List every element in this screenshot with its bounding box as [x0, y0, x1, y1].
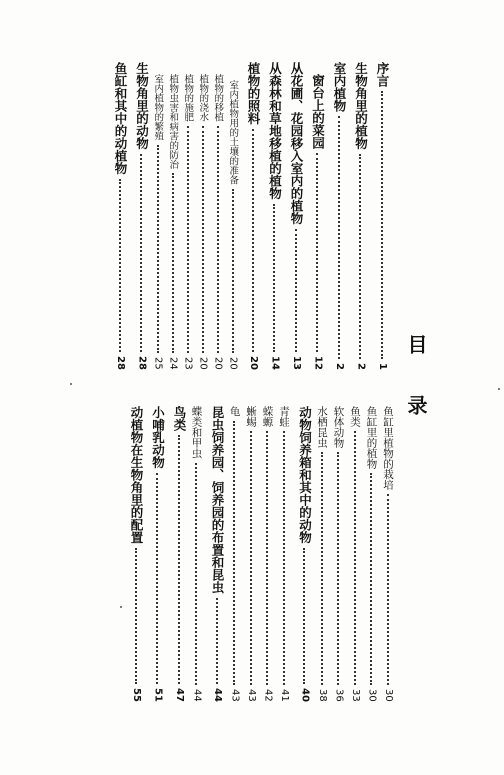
toc-entry-label: 青蛙	[278, 406, 290, 427]
toc-entry-label: 龟	[228, 406, 241, 417]
toc-entry-label: 蜥蜴	[245, 406, 257, 427]
dot-leader	[233, 421, 235, 686]
toc-entry-page: 38	[316, 689, 328, 702]
toc-entry-page: 40	[299, 688, 311, 702]
dot-leader	[370, 473, 372, 685]
dot-leader	[187, 126, 189, 354]
dot-leader	[303, 548, 305, 685]
toc-entry	[268, 62, 281, 370]
toc-entry	[311, 62, 324, 370]
toc-entry-page: 44	[211, 688, 223, 702]
toc-entry	[383, 406, 394, 702]
dot-leader	[140, 154, 142, 353]
dot-leader	[157, 145, 159, 354]
toc-entry-page: 30	[366, 689, 378, 702]
toc-entry-page: 42	[262, 689, 274, 702]
toc-entry	[350, 406, 361, 702]
toc-entry-page: 14	[269, 356, 281, 370]
toc-entry	[366, 406, 377, 702]
toc-entry	[354, 62, 367, 370]
toc-entry-label: 室内植物用的土壤的准备	[227, 80, 239, 185]
dot-leader	[217, 126, 219, 354]
toc-entry-label: 小哺乳动物	[150, 406, 166, 469]
toc-entry-label: 序言	[375, 62, 390, 87]
toc-entry-label: 植物的移植	[212, 74, 224, 122]
toc-entry-label: 植物的施肥	[182, 74, 194, 122]
dot-leader	[295, 229, 297, 353]
toc-entry	[333, 62, 346, 370]
toc-entry-page: 13	[290, 356, 302, 370]
toc-entry-label: 室内植物的繁殖	[152, 74, 164, 141]
toc-entry	[298, 406, 311, 702]
toc-entry	[153, 62, 163, 370]
scan-speck	[70, 383, 72, 385]
dot-leader	[156, 473, 158, 685]
toc-entry-page: 20	[197, 357, 209, 370]
toc-entry	[114, 62, 127, 370]
toc-left-column	[75, 406, 393, 702]
toc-entry	[333, 406, 344, 702]
dot-leader	[381, 91, 383, 359]
toc-entry-page: 44	[191, 689, 203, 702]
dot-leader	[337, 452, 339, 685]
toc-entry-page: 12	[312, 356, 324, 370]
dot-leader	[321, 452, 323, 685]
dot-leader	[354, 431, 356, 685]
toc-entry-page: 1	[376, 363, 388, 370]
toc-entry	[262, 406, 273, 702]
toc-entry-page: 24	[167, 357, 179, 370]
toc-entry-label: 从森林和草地移植的植物	[267, 62, 283, 200]
dot-leader	[252, 129, 254, 353]
toc-entry-label: 植物的照料	[246, 62, 261, 125]
toc-entry-page: 20	[247, 356, 259, 370]
toc-entry-label: 蝾螈	[261, 406, 274, 427]
toc-entry	[211, 406, 224, 702]
toc-entry-label: 动植物在生物角里的配置	[129, 406, 144, 544]
dot-leader	[316, 153, 318, 352]
toc-entry-page: 25	[152, 357, 164, 370]
toc-entry-label: 鱼缸里的植物	[365, 406, 378, 469]
toc-entry-label: 植物的浇水	[197, 74, 209, 122]
dot-leader	[195, 463, 197, 686]
toc-entry-page: 2	[355, 363, 367, 370]
toc-entry	[246, 406, 257, 702]
toc-entry	[317, 406, 328, 702]
dot-leader	[250, 431, 252, 685]
toc-entry	[191, 406, 202, 702]
dot-leader	[387, 494, 389, 685]
toc-entry-label: 生物角里的动物	[134, 62, 150, 150]
dot-leader	[232, 189, 234, 354]
toc-entry-label: 室内植物	[332, 62, 347, 112]
toc-entry-label: 生物角里的植物	[353, 62, 369, 150]
toc-entry	[151, 406, 164, 702]
dot-leader	[283, 431, 285, 685]
toc-entry-label: 窗台上的菜园	[310, 74, 326, 149]
toc-entry-page: 30	[382, 689, 394, 702]
toc-entry-page: 36	[333, 689, 345, 702]
dot-leader	[266, 431, 268, 685]
toc-entry-page: 28	[114, 356, 126, 370]
toc-entry-label: 动物饲养箱和其中的动物	[297, 406, 313, 544]
toc-heading-first-char: 目	[404, 334, 428, 360]
dot-leader	[216, 598, 218, 685]
toc-entry	[183, 62, 193, 370]
toc-entry-label: 昆虫饲养园、饲养园的布置和昆虫	[210, 406, 225, 594]
toc-heading-second-char: 录	[404, 395, 428, 421]
toc-entry	[173, 406, 186, 702]
dot-leader	[172, 173, 174, 353]
dot-leader	[119, 179, 121, 353]
toc-entry-label: 水栖昆虫	[316, 406, 328, 448]
toc-entry	[290, 62, 303, 370]
toc-entry	[228, 62, 238, 370]
toc-entry-page: 43	[229, 689, 241, 702]
toc-entry-label: 鱼缸里植物的栽培	[382, 406, 394, 490]
dot-leader	[202, 126, 204, 354]
toc-entry-page: 33	[349, 689, 361, 702]
toc-entry	[130, 406, 143, 702]
dot-leader	[273, 204, 275, 353]
toc-entry-label: 鱼缸和其中的动植物	[113, 62, 128, 175]
dot-leader	[359, 154, 361, 360]
toc-entry-page: 41	[278, 689, 290, 702]
scan-speck	[120, 606, 122, 608]
toc-entry	[135, 62, 148, 370]
toc-entry-page: 2	[333, 363, 345, 370]
toc-entry-label: 鸟类	[172, 406, 187, 431]
toc-right-column	[70, 62, 388, 370]
toc-entry	[198, 62, 208, 370]
toc-entry	[213, 62, 223, 370]
toc-entry-page: 23	[182, 357, 194, 370]
toc-entry-page: 20	[212, 357, 224, 370]
toc-entry	[376, 62, 389, 370]
toc-entry	[229, 406, 240, 702]
dot-leader	[135, 548, 137, 685]
dot-leader	[178, 435, 180, 684]
toc-entry-label: 软体动物	[332, 406, 345, 448]
toc-entry-page: 43	[245, 689, 257, 702]
toc-entry-label: 从花圃、花园移入室内的植物	[289, 62, 304, 225]
toc-entry-label: 鱼类	[349, 406, 361, 427]
toc-entry-label: 蝶类和甲虫	[190, 406, 203, 459]
toc-entry-page: 55	[130, 688, 142, 702]
toc-entry-page: 47	[173, 688, 185, 702]
toc-entry-page: 51	[152, 688, 164, 702]
toc-entry	[168, 62, 178, 370]
toc-entry	[279, 406, 290, 702]
dot-leader	[338, 116, 340, 359]
toc-entry-page: 28	[136, 356, 148, 370]
toc-entry	[247, 62, 260, 370]
scan-speck	[498, 388, 500, 390]
toc-entry-page: 20	[227, 357, 239, 370]
toc-entry-label: 植物虫害和病害的防治	[167, 74, 179, 169]
